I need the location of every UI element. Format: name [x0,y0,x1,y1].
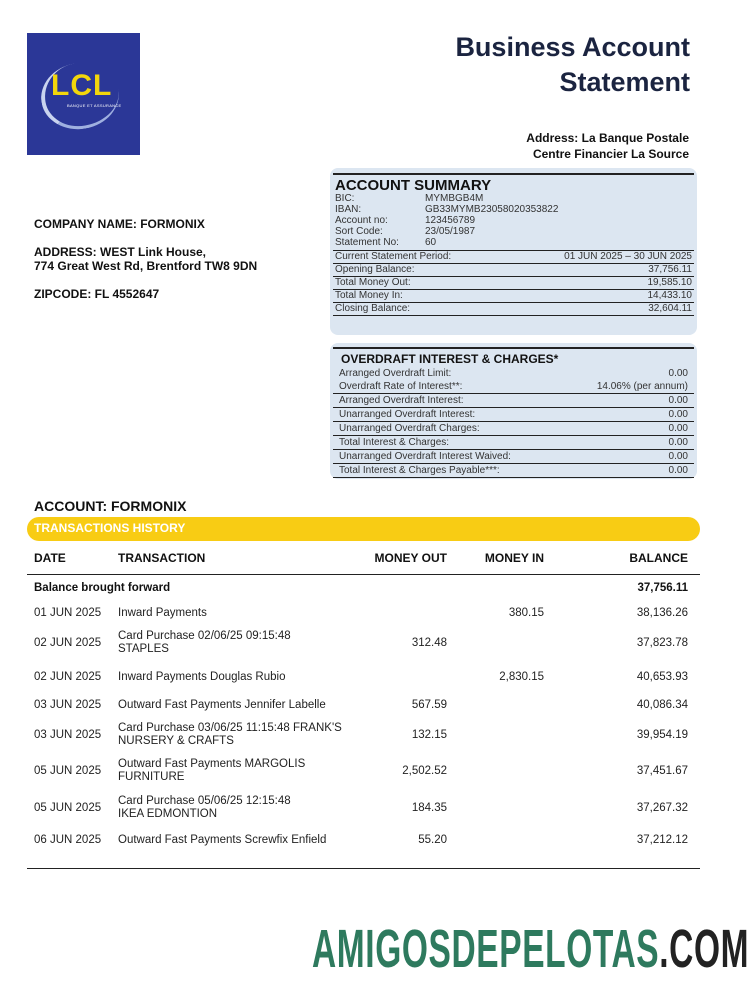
summary-row-label: Opening Balance: [335,264,415,275]
tx-description [118,758,305,784]
tx-balance: 39,954.19 [636,729,688,741]
title-line2: Statement [559,67,690,97]
tx-money-out: 184.35 [411,802,447,814]
summary-row-value: 32,604.11 [648,303,692,314]
tx-date: 02 JUN 2025 [34,671,102,683]
tx-money-out: 312.48 [411,637,447,649]
tx-description [118,607,207,620]
detail-label: IBAN: [335,204,362,215]
detail-value: GB33MYMB23058020353822 [425,204,559,215]
table-bottom-divider [27,868,700,869]
tx-description [118,722,342,748]
tx-description [118,630,291,656]
overdraft-row-label: Total Interest & Charges: [339,437,450,448]
overdraft-row-value: 0.00 [668,423,688,434]
tx-desc-line1: Outward Fast Payments Screwfix Enfield [118,834,327,846]
overdraft-row [333,393,694,407]
summary-row [333,250,694,263]
summary-detail-row [333,226,694,237]
summary-row-value: 01 JUN 2025 – 30 JUN 2025 [564,251,692,262]
overdraft-row-label: Unarranged Overdraft Interest: [339,409,476,420]
col-header-money-in: MONEY IN [484,551,544,565]
detail-value: 123456789 [425,215,476,226]
detail-label: Account no: [335,215,388,226]
col-header-money-out: MONEY OUT [374,551,447,565]
transactions-history-bar: TRANSACTIONS HISTORY [27,517,700,541]
tx-desc-line1: Card Purchase 05/06/25 12:15:48 [118,795,291,807]
detail-value: 23/05/1987 [425,226,476,237]
col-header-balance: BALANCE [629,551,688,565]
account-summary-title: ACCOUNT SUMMARY [333,173,694,193]
tx-desc-line2: FURNITURE [118,771,185,783]
tx-date: 05 JUN 2025 [34,802,102,814]
detail-label: Sort Code: [335,226,383,237]
summary-row-label: Closing Balance: [335,303,411,314]
tx-date: 03 JUN 2025 [34,699,102,711]
overdraft-row [333,407,694,421]
overdraft-row-value: 0.00 [668,409,688,420]
detail-label: BIC: [335,193,355,204]
tx-balance: 40,086.34 [636,699,688,711]
overdraft-row-value: 0.00 [668,465,688,476]
summary-detail-row [333,193,694,204]
overdraft-row [333,421,694,435]
table-row [0,699,720,713]
tx-desc-line2: IKEA EDMONTION [118,808,218,820]
tx-date: 03 JUN 2025 [34,729,102,741]
col-header-transaction: TRANSACTION [118,551,206,565]
tx-balance: 40,653.93 [636,671,688,683]
overdraft-title: OVERDRAFT INTEREST & CHARGES* [333,347,694,367]
tx-balance: 38,136.26 [636,607,688,619]
tx-money-out: 2,502.52 [402,765,447,777]
overdraft-row [333,380,694,393]
summary-row-value: 37,756.11 [648,264,692,275]
tx-money-out: 55.20 [418,834,447,846]
company-zipcode: ZIPCODE: FL 4552647 [34,287,160,301]
summary-row-value: 19,585.10 [647,277,692,288]
summary-detail-row [333,237,694,248]
watermark: AMIGOSDEPELOTAS.COM [312,919,749,979]
summary-row [333,289,694,302]
table-row [0,795,720,823]
tx-date: 02 JUN 2025 [34,637,102,649]
summary-row-label: Total Money Out: [335,277,411,288]
tx-date: 06 JUN 2025 [34,834,102,846]
overdraft-row-value: 0.00 [668,368,688,379]
company-address-line1: ADDRESS: WEST Link House, [34,245,207,259]
tx-description [118,699,326,712]
tx-money-in: 2,830.15 [499,671,544,683]
overdraft-row-label: Total Interest & Charges Payable***: [339,465,500,476]
tx-money-out: 132.15 [411,729,447,741]
logo-text: LCL [51,69,113,102]
overdraft-box [330,343,697,479]
tx-description [118,834,326,847]
company-address-line2: 774 Great West Rd, Brentford TW8 9DN [34,259,258,273]
overdraft-row-value: 14.06% (per annum) [596,381,688,392]
summary-row-value: 14,433.10 [647,290,692,301]
tx-desc-line1: Inward Payments [118,607,207,619]
tx-desc-line1: Card Purchase 02/06/25 09:15:48 [118,630,291,642]
tx-desc-line1: Outward Fast Payments MARGOLIS [118,758,306,770]
summary-row-label: Total Money In: [335,290,403,301]
overdraft-row-label: Arranged Overdraft Interest: [339,395,464,406]
bank-address [526,130,689,162]
tx-desc-line1: Inward Payments Douglas Rubio [118,671,286,683]
tx-desc-line1: Card Purchase 03/06/25 11:15:48 FRANK'S [118,722,342,734]
summary-detail-row [333,204,694,215]
brought-forward-label: Balance brought forward [34,582,171,594]
summary-row [333,302,694,316]
tx-balance: 37,451.67 [636,765,688,777]
title-line1: Business Account [455,32,690,62]
logo-subtext: BANQUE ET ASSURANCE [67,103,122,108]
overdraft-row-label: Unarranged Overdraft Charges: [339,423,480,434]
tx-description [118,671,285,684]
lcl-logo [27,33,140,155]
table-row [0,607,720,621]
table-row [0,671,720,685]
tx-balance: 37,267.32 [636,802,688,814]
overdraft-row-label: Overdraft Rate of Interest**: [339,381,463,392]
overdraft-row-value: 0.00 [668,437,688,448]
header-divider [27,574,700,575]
tx-date: 01 JUN 2025 [34,607,102,619]
overdraft-row-label: Unarranged Overdraft Interest Waived: [339,451,511,462]
table-row [0,722,720,750]
brought-forward-balance: 37,756.11 [637,582,688,594]
detail-value: MYMBGB4M [425,193,484,204]
summary-row [333,276,694,289]
tx-desc-line2: NURSERY & CRAFTS [118,735,234,747]
overdraft-row [333,463,694,478]
overdraft-row-value: 0.00 [668,395,688,406]
bank-address-line2: Centre Financier La Source [532,147,689,161]
account-label: ACCOUNT: FORMONIX [34,498,187,514]
tx-date: 05 JUN 2025 [34,765,102,777]
tx-money-in: 380.15 [508,607,544,619]
company-name: COMPANY NAME: FORMONIX [34,217,205,231]
table-row [0,834,720,848]
tx-desc-line2: STAPLES [118,643,169,655]
overdraft-row-value: 0.00 [668,451,688,462]
table-row [0,758,720,786]
summary-row-label: Current Statement Period: [335,251,452,262]
col-header-date: DATE [34,551,66,565]
summary-row [333,263,694,276]
overdraft-row-label: Arranged Overdraft Limit: [339,368,452,379]
tx-desc-line1: Outward Fast Payments Jennifer Labelle [118,699,326,711]
page-title [455,30,690,100]
tx-balance: 37,823.78 [636,637,688,649]
table-row [0,630,720,658]
tx-description [118,795,291,821]
detail-value: 60 [425,237,437,248]
summary-detail-row [333,215,694,226]
detail-label: Statement No: [335,237,399,248]
account-summary-box [330,168,697,335]
overdraft-row [333,449,694,463]
bank-address-line1: Address: La Banque Postale [526,131,689,145]
overdraft-row [333,367,694,380]
tx-balance: 37,212.12 [636,834,688,846]
overdraft-row [333,435,694,449]
tx-money-out: 567.59 [411,699,447,711]
